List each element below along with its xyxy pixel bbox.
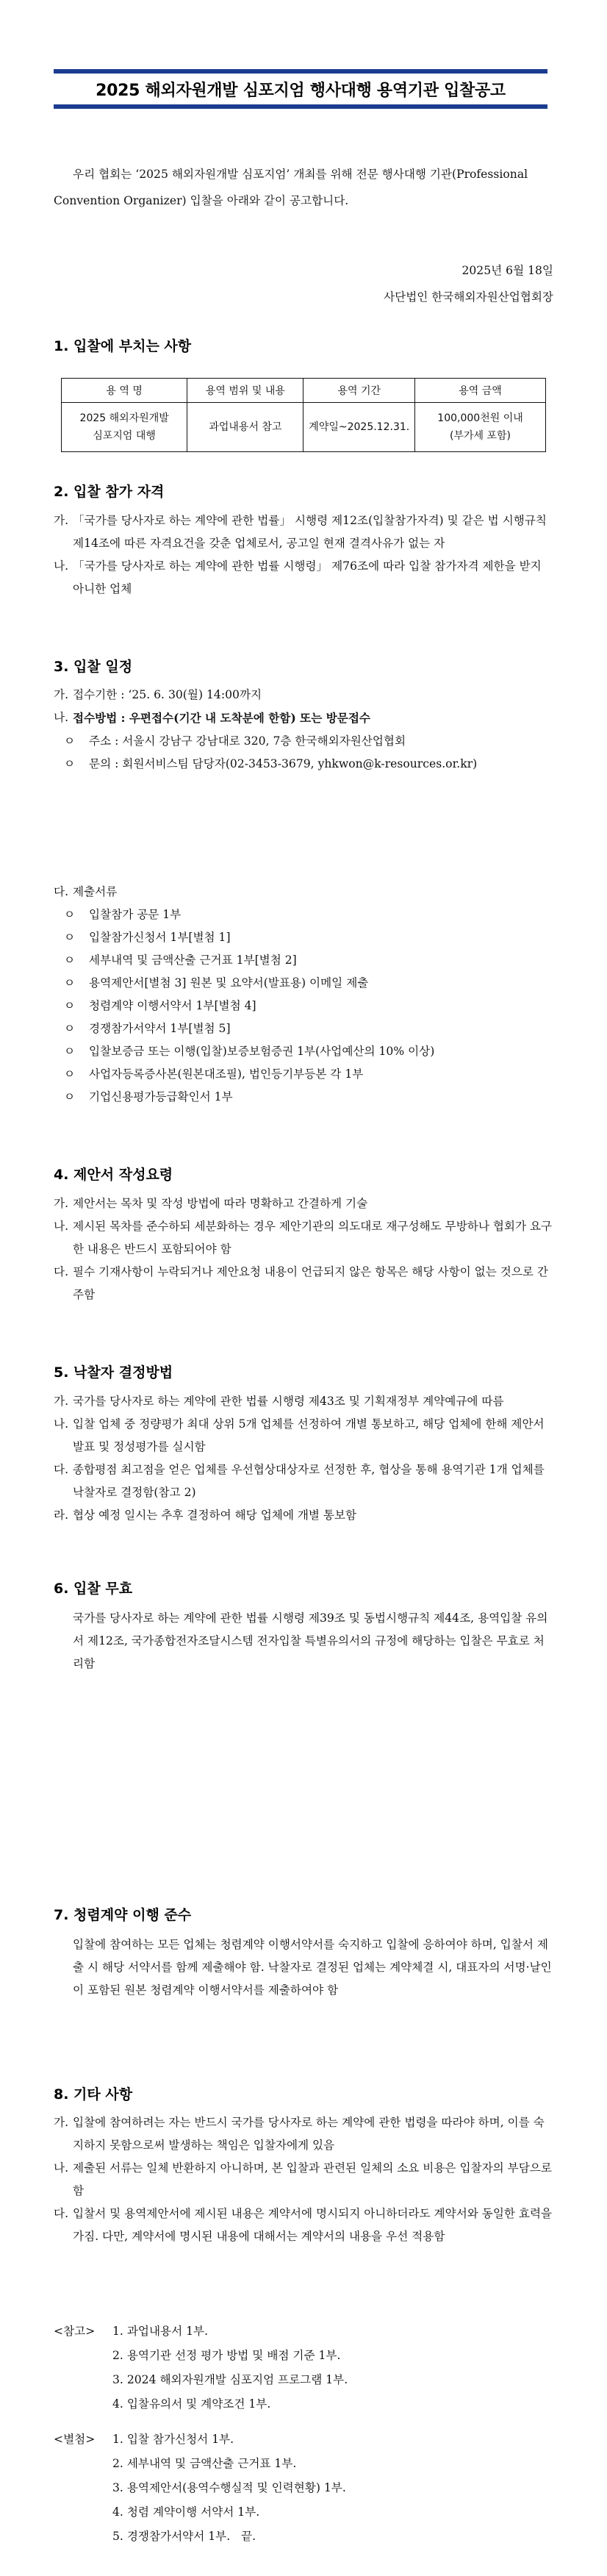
document-item [54, 972, 553, 995]
item-label: 다. [54, 1463, 69, 1476]
sub-item [54, 730, 553, 753]
bullet: ㅇ [64, 1045, 76, 1058]
intro-paragraph: 우리 협회는 ‘2025 해외자원개발 심포지엄’ 개최를 위해 전문 행사대행 기관(Professional Convention Organizer) 입찰을 아래와 같이 공고합니다. [54, 168, 528, 207]
reference-item: 1. 과업내용서 1부. [112, 2325, 209, 2338]
item-text: 제시된 목차를 준수하되 세분화하는 경우 제안기관의 의도대로 재구성해도 무방하나 협회가 요구한 내용은 반드시 포함되어야 함 [73, 1220, 553, 1256]
issuing-org: 사단법인 한국해외자원산업협회장 [384, 290, 553, 304]
attachment-item: 2. 세부내역 및 금액산출 근거표 1부. [112, 2457, 297, 2470]
list-item [54, 2500, 568, 2525]
section-6-body: 국가를 당사자로 하는 계약에 관한 법률 시행령 제39조 및 동법시행규칙 제44조, 용역입찰 유의서 제12조, 국가종합전자조달시스템 전자입찰 특별유의서의 규정에 해당하는 입찰은 무효로 처리함 [73, 1611, 548, 1670]
document-text: 입찰참가 공문 1부 [89, 908, 182, 921]
section-2-heading: 2. 입찰 참가 자격 [54, 484, 165, 500]
document-text: 용역제안서[별첨 3] 원본 및 요약서(발표용) 이메일 제출 [89, 976, 369, 990]
item-text: 「국가를 당사자로 하는 계약에 관한 법률 시행령」 제76조에 따라 입찰 참가자격 제한을 받지 아니한 업체 [73, 559, 542, 595]
bullet: ㅇ [64, 1022, 76, 1035]
title-bottom-rule [54, 104, 547, 109]
item-text: 입찰에 참여하려는 자는 반드시 국가를 당사자로 하는 계약에 관한 법령을 따라야 하며, 이를 숙지하지 못함으로써 발생하는 책임은 입찰자에게 있음 [73, 2116, 545, 2152]
table-cell-service-name: 2025 해외자원개발 심포지엄 대행 [62, 403, 187, 452]
item-label: 다. [54, 885, 69, 898]
item-text: 제출된 서류는 일체 반환하지 아니하며, 본 입찰과 관련된 일체의 소요 비용은 입찰자의 부담으로 함 [73, 2161, 552, 2197]
document-item [54, 1017, 553, 1040]
document-text: 청렴계약 이행서약서 1부[별첨 4] [89, 999, 256, 1012]
list-item [54, 1192, 553, 1215]
reference-tag: <참고> [54, 2325, 96, 2338]
table-row [62, 403, 546, 452]
item-label: 라. [54, 1509, 69, 1522]
item-label: 나. [54, 559, 69, 573]
attachment-item: 5. 경쟁참가서약서 1부. 끝. [112, 2530, 256, 2543]
item-label: 가. [54, 2116, 69, 2129]
table-header: 용역 기간 [304, 379, 415, 403]
item-label: 다. [54, 2207, 69, 2220]
table-header: 용역 범위 및 내용 [187, 379, 304, 403]
item-text: 입찰 업체 중 정량평가 최대 상위 5개 업체를 선정하여 개별 통보하고, 해당 업체에 한해 제안서 발표 및 정성평가를 실시함 [73, 1417, 545, 1453]
bullet: ㅇ [64, 908, 76, 921]
section-3-documents [54, 881, 553, 1109]
item-label: 나. [54, 2161, 69, 2175]
reference-item: 2. 용역기관 선정 평가 방법 및 배점 기준 1부. [112, 2349, 341, 2362]
section-1-heading: 1. 입찰에 부치는 사항 [54, 338, 192, 354]
list-item [54, 2476, 568, 2500]
attachment-item: 3. 용역제안서(용역수행실적 및 인력현황) 1부. [112, 2481, 346, 2494]
document-item [54, 949, 553, 972]
bullet: ㅇ [64, 734, 76, 748]
item-label: 나. [54, 711, 69, 724]
list-item [54, 1413, 553, 1459]
list-item [54, 2368, 568, 2392]
section-6-heading: 6. 입찰 무효 [54, 1581, 133, 1597]
attachment-item: 1. 입찰 참가신청서 1부. [112, 2433, 234, 2446]
document-item [54, 1040, 553, 1063]
table-header: 용 역 명 [62, 379, 187, 403]
document-text: 사업자등록증사본(원본대조필), 법인등기부등본 각 1부 [89, 1067, 364, 1081]
address-text: 주소 : 서울시 강남구 강남대로 320, 7층 한국해외자원산업협회 [89, 734, 406, 748]
document-item [54, 904, 553, 926]
date-block [384, 257, 553, 310]
deadline-text: 접수기한 : ‘25. 6. 30(월) 14:00까지 [73, 688, 262, 701]
item-label: 나. [54, 1220, 69, 1233]
section-8-body [54, 2111, 553, 2248]
document-item [54, 995, 553, 1017]
bullet: ㅇ [64, 1067, 76, 1081]
sub-item [54, 753, 553, 776]
section-4-heading: 4. 제안서 작성요령 [54, 1167, 173, 1183]
table-header: 용역 금액 [415, 379, 546, 403]
document-item [54, 1086, 553, 1109]
document-item [54, 926, 553, 949]
document-item [54, 1063, 553, 1086]
item-label: 가. [54, 1395, 69, 1408]
list-item [54, 706, 553, 730]
document-text: 입찰보증금 또는 이행(입찰)보증보험증권 1부(사업예산의 10% 이상) [89, 1045, 435, 1058]
list-item [54, 2157, 553, 2203]
documents-label: 제출서류 [73, 885, 118, 898]
list-item [54, 509, 553, 555]
section-2-body [54, 509, 553, 601]
table-header-row [62, 379, 546, 403]
reference-item: 3. 2024 해외자원개발 심포지엄 프로그램 1부. [112, 2373, 348, 2386]
section-7-heading: 7. 청렴계약 이행 준수 [54, 1907, 192, 1923]
reference-list [54, 2319, 568, 2416]
document-text: 경쟁참가서약서 1부[별첨 5] [89, 1022, 231, 1035]
list-item [54, 1459, 553, 1504]
list-item [54, 555, 553, 601]
list-item [54, 2392, 568, 2416]
item-label: 나. [54, 1417, 69, 1431]
notice-date: 2025년 6월 18일 [461, 264, 553, 277]
table-cell-period: 계약일~2025.12.31. [304, 403, 415, 452]
item-label: 다. [54, 1265, 69, 1278]
document-text: 기업신용평가등급확인서 1부 [89, 1090, 233, 1103]
section-7-body: 입찰에 참여하는 모든 업체는 청렴계약 이행서약서를 숙지하고 입찰에 응하여야 하며, 입찰서 제출 시 해당 서약서를 함께 제출해야 함. 낙찰자로 결정된 업체는 계약체결 시, 대표자의 서명·날인이 포함된 원본 청렴계약 이행서약서를 제출하여야 함 [73, 1938, 552, 1997]
section-3-body [54, 684, 553, 776]
list-item [54, 1261, 553, 1306]
list-item [54, 2427, 568, 2452]
list-item [54, 2525, 568, 2549]
list-item [54, 881, 553, 904]
bullet: ㅇ [64, 976, 76, 990]
bullet: ㅇ [64, 1090, 76, 1103]
bullet: ㅇ [64, 954, 76, 967]
item-text: 「국가를 당사자로 하는 계약에 관한 법률」 시행령 제12조(입찰참가자격) 및 같은 법 시행규칙 제14조에 따른 자격요건을 갖춘 업체로서, 공고일 현재 결격사유가 없는 자 [73, 514, 547, 550]
table-cell-amount: 100,000천원 이내 (부가세 포함) [415, 403, 546, 452]
document-text: 세부내역 및 금액산출 근거표 1부[별첨 2] [89, 954, 297, 967]
list-item [54, 2344, 568, 2368]
item-text: 필수 기재사항이 누락되거나 제안요청 내용이 언급되지 않은 항목은 해당 사항이 없는 것으로 간주함 [73, 1265, 548, 1301]
bid-info-table [61, 378, 546, 452]
bullet: ㅇ [64, 999, 76, 1012]
list-item [54, 2203, 553, 2248]
attachment-item: 4. 청렴 계약이행 서약서 1부. [112, 2505, 260, 2519]
item-text: 입찰서 및 용역제안서에 제시된 내용은 계약서에 명시되지 아니하더라도 계약서와 동일한 효력을 가짐. 다만, 계약서에 명시된 내용에 대해서는 계약서의 내용을 우선 적용함 [73, 2207, 553, 2243]
item-text: 국가를 당사자로 하는 계약에 관한 법률 시행령 제43조 및 기획재정부 계약예규에 따름 [73, 1395, 504, 1408]
list-item [54, 684, 553, 706]
document-text: 입찰참가신청서 1부[별첨 1] [89, 931, 231, 944]
list-item [54, 2452, 568, 2476]
item-text: 제안서는 목차 및 작성 방법에 따라 명확하고 간결하게 기술 [73, 1197, 368, 1210]
item-text: 협상 예정 일시는 추후 결정하여 해당 업체에 개별 통보함 [73, 1509, 357, 1522]
list-item [54, 2319, 568, 2344]
attachment-tag: <별첨> [54, 2433, 96, 2446]
list-item [54, 1504, 553, 1527]
submission-method-text: 접수방법 : 우편접수(기간 내 도착분에 한함) 또는 방문접수 [73, 711, 370, 725]
item-label: 가. [54, 1197, 69, 1210]
table-cell-scope: 과업내용서 참고 [187, 403, 304, 452]
section-5-heading: 5. 낙찰자 결정방법 [54, 1364, 173, 1381]
list-item [54, 2111, 553, 2157]
section-8-heading: 8. 기타 사항 [54, 2086, 133, 2103]
title-block [54, 69, 547, 109]
bullet: ㅇ [64, 931, 76, 944]
page-title: 2025 해외자원개발 심포지엄 행사대행 용역기관 입찰공고 [96, 82, 506, 100]
contact-text: 문의 : 회원서비스팀 담당자(02-3453-3679, yhkwon@k-resources.or.kr) [89, 757, 478, 770]
section-5-body [54, 1390, 553, 1527]
section-4-body [54, 1192, 553, 1306]
bullet: ㅇ [64, 757, 76, 770]
list-item [54, 1390, 553, 1413]
list-item [54, 1215, 553, 1261]
attachment-list [54, 2427, 568, 2549]
reference-item: 4. 입찰유의서 및 계약조건 1부. [112, 2397, 271, 2411]
item-text: 종합평점 최고점을 얻은 업체를 우선협상대상자로 선정한 후, 협상을 통해 용역기관 1개 업체를 낙찰자로 결정함(참고 2) [73, 1463, 545, 1499]
item-label: 가. [54, 688, 69, 701]
item-label: 가. [54, 514, 69, 527]
section-3-heading: 3. 입찰 일정 [54, 659, 133, 675]
